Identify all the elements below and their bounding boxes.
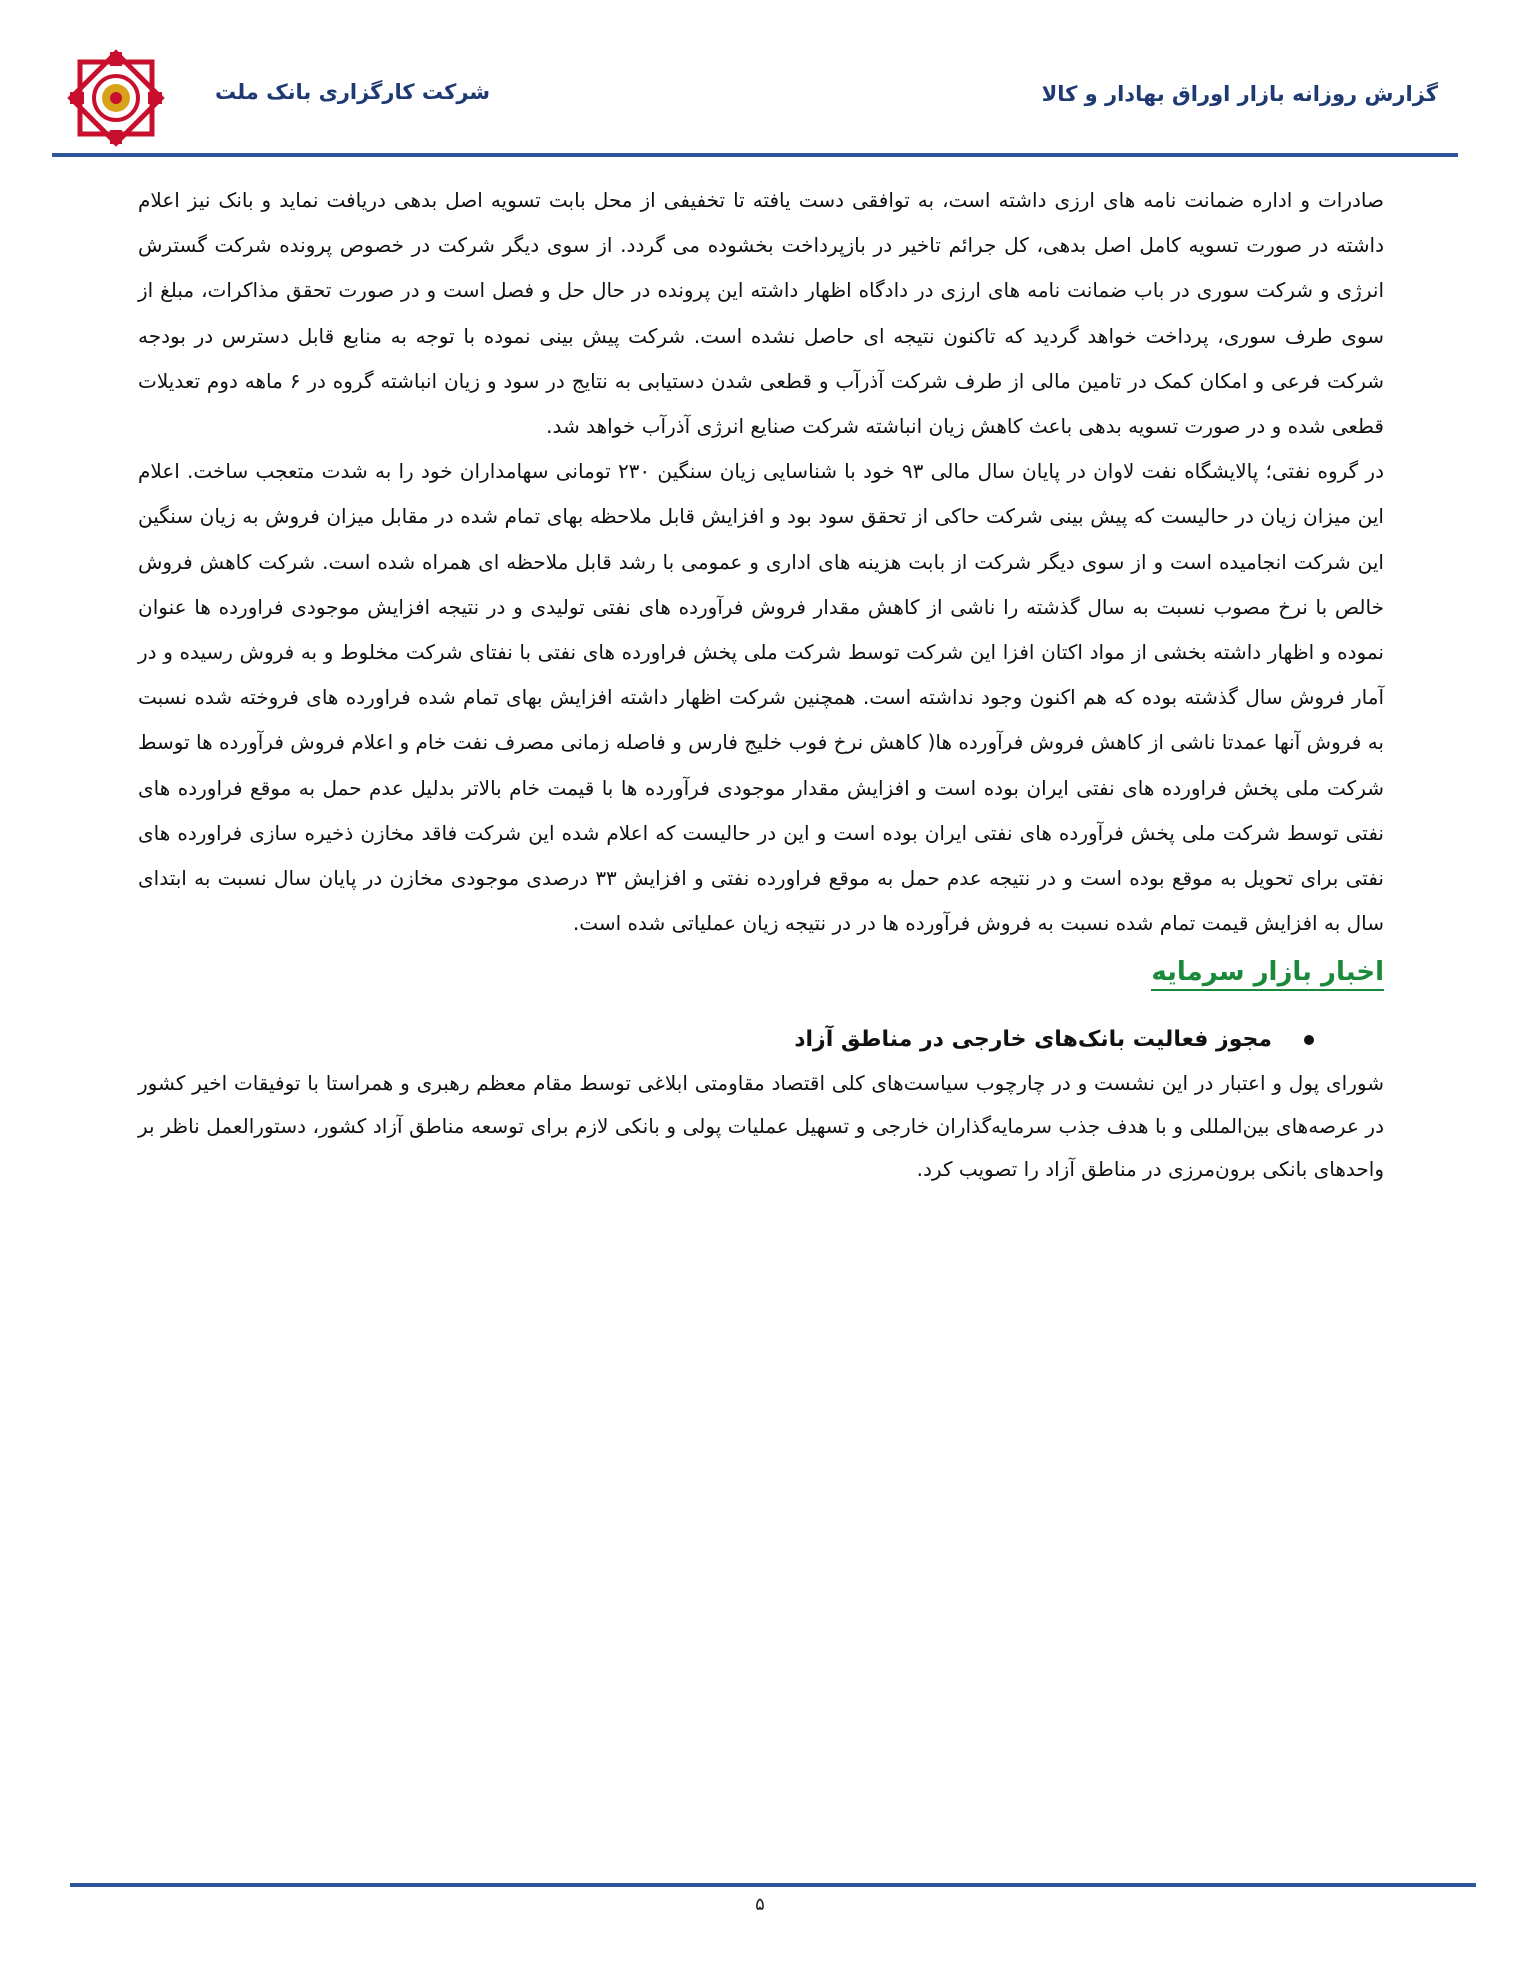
news-title-text: مجوز فعالیت بانک‌های خارجی در مناطق آزاد [794, 1027, 1272, 1053]
header-divider [52, 153, 1458, 157]
news-item-title [138, 1018, 1314, 1062]
report-body [138, 178, 1384, 1191]
page-header [0, 0, 1530, 160]
paragraph-azarab: صادرات و اداره ضمانت نامه های ارزی داشته است، به توافقی دست یافته تا تخفیفی از محل بابت تسویه اصل بدهی دریافت نماید و بانک نیز اعلام داشته در صورت تسویه کامل اصل بدهی، کل جرائم تاخیر در بازپرداخت بخشوده می گردد. از سوی دیگر شرکت در خصوص پرونده شرکت گسترش انرژی و شرکت سوری در باب ضمانت نامه های ارزی در دادگاه اظهار داشته این پرونده در حال حل و فصل است و در صورت تحقق مذاکرات، مبلغ از سوی طرف سوری، پرداخت خواهد گردید که تاکنون نتیجه ای حاصل نشده است. شرکت پیش بینی نموده با توجه به منابع قابل دسترس در بودجه شرکت فرعی و امکان کمک در تامین مالی از طرف شرکت آذرآب و قطعی شدن دستیابی به نتایج در سود و زیان انباشته گروه در ۶ ماهه دوم تعدیلات قطعی شده و در صورت تسویه بدهی باعث کاهش زیان انباشته شرکت صنایع انرژی آذرآب خواهد شد. [138, 188, 1385, 439]
bank-mellat-logo-icon [62, 44, 170, 152]
footer-divider [70, 1883, 1476, 1887]
paragraph-lavan-refinery: در گروه نفتی؛ پالایشگاه نفت لاوان در پایان سال مالی ۹۳ خود با شناسایی زیان سنگین ۲۳۰ تومانی سهامداران خود را به شدت متعجب ساخت. اعلام این میزان زیان در حالیست که پیش بینی شرکت حاکی از تحقق سود بود و افزایش قابل ملاحظه بهای تمام شده در مقابل میزان فروش به زیان سنگین این شرکت انجامیده است و از سوی دیگر شرکت از بابت هزینه های اداری و عمومی با رشد قابل ملاحظه ای همراه شده است. شرکت کاهش فروش خالص با نرخ مصوب نسبت به سال گذشته را ناشی از کاهش مقدار فروش فرآورده های نفتی تولیدی و در نتیجه افزایش موجودی فراورده ها عنوان نموده و اظهار داشته بخشی از مواد اکتان افزا این شرکت توسط شرکت ملی پخش فراورده های نفتی با نفتای شرکت مخلوط و به فروش رسیده و در آمار فروش سال گذشته بوده که هم اکنون وجود نداشته است. همچنین شرکت اظهار داشته افزایش بهای تمام شده فراورده های فروخته شده نسبت به فروش آنها عمدتا ناشی از کاهش فروش فرآورده ها( کاهش نرخ فوب خلیج فارس و فاصله زمانی مصرف نفت خام و اعلام فروش فرآورده ها توسط شرکت ملی پخش فراورده های نفتی ایران بوده است و افزایش مقدار موجودی فرآورده ها با قیمت خام بالاتر بدلیل عدم حمل به موقع فراورده های نفتی توسط شرکت ملی پخش فرآورده های نفتی ایران بوده است و این در حالیست که اعلام شده این شرکت فاقد مخازن ذخیره سازی فراورده های نفتی برای تحویل به موقع بوده است و در نتیجه عدم حمل به موقع فراورده نفتی و افزایش ۳۳ درصدی موجودی مخازن در پایان سال نسبت به ابتدای سال به افزایش قیمت تمام شده نسبت به فروش فرآورده ها در در نتیجه زیان عملیاتی شده است. [138, 459, 1384, 936]
bullet-dot-icon [1304, 1035, 1314, 1045]
report-title: گزارش روزانه بازار اوراق بهادار و کالا [1041, 82, 1438, 106]
page-number: ۵ [755, 1894, 765, 1915]
section-heading [138, 950, 1384, 994]
section-heading-text: اخبار بازار سرمایه [1151, 957, 1384, 991]
brand-name: شرکت کارگزاری بانک ملت [215, 80, 491, 104]
news-item-body: شورای پول و اعتبار در این نشست و در چارچوب سیاست‌های کلی اقتصاد مقاومتی ابلاغی توسط مقام معظم رهبری و همراستا با توفیقات اخیر کشور در عرصه‌های بین‌المللی و با هدف جذب سرمایه‌گذاران خارجی و تسهیل عملیات پولی و بانکی لازم برای توسعه مناطق آزاد کشور، دستورالعمل ناظر بر واحدهای بانکی برون‌مرزی در مناطق آزاد را تصویب کرد. [138, 1071, 1384, 1182]
